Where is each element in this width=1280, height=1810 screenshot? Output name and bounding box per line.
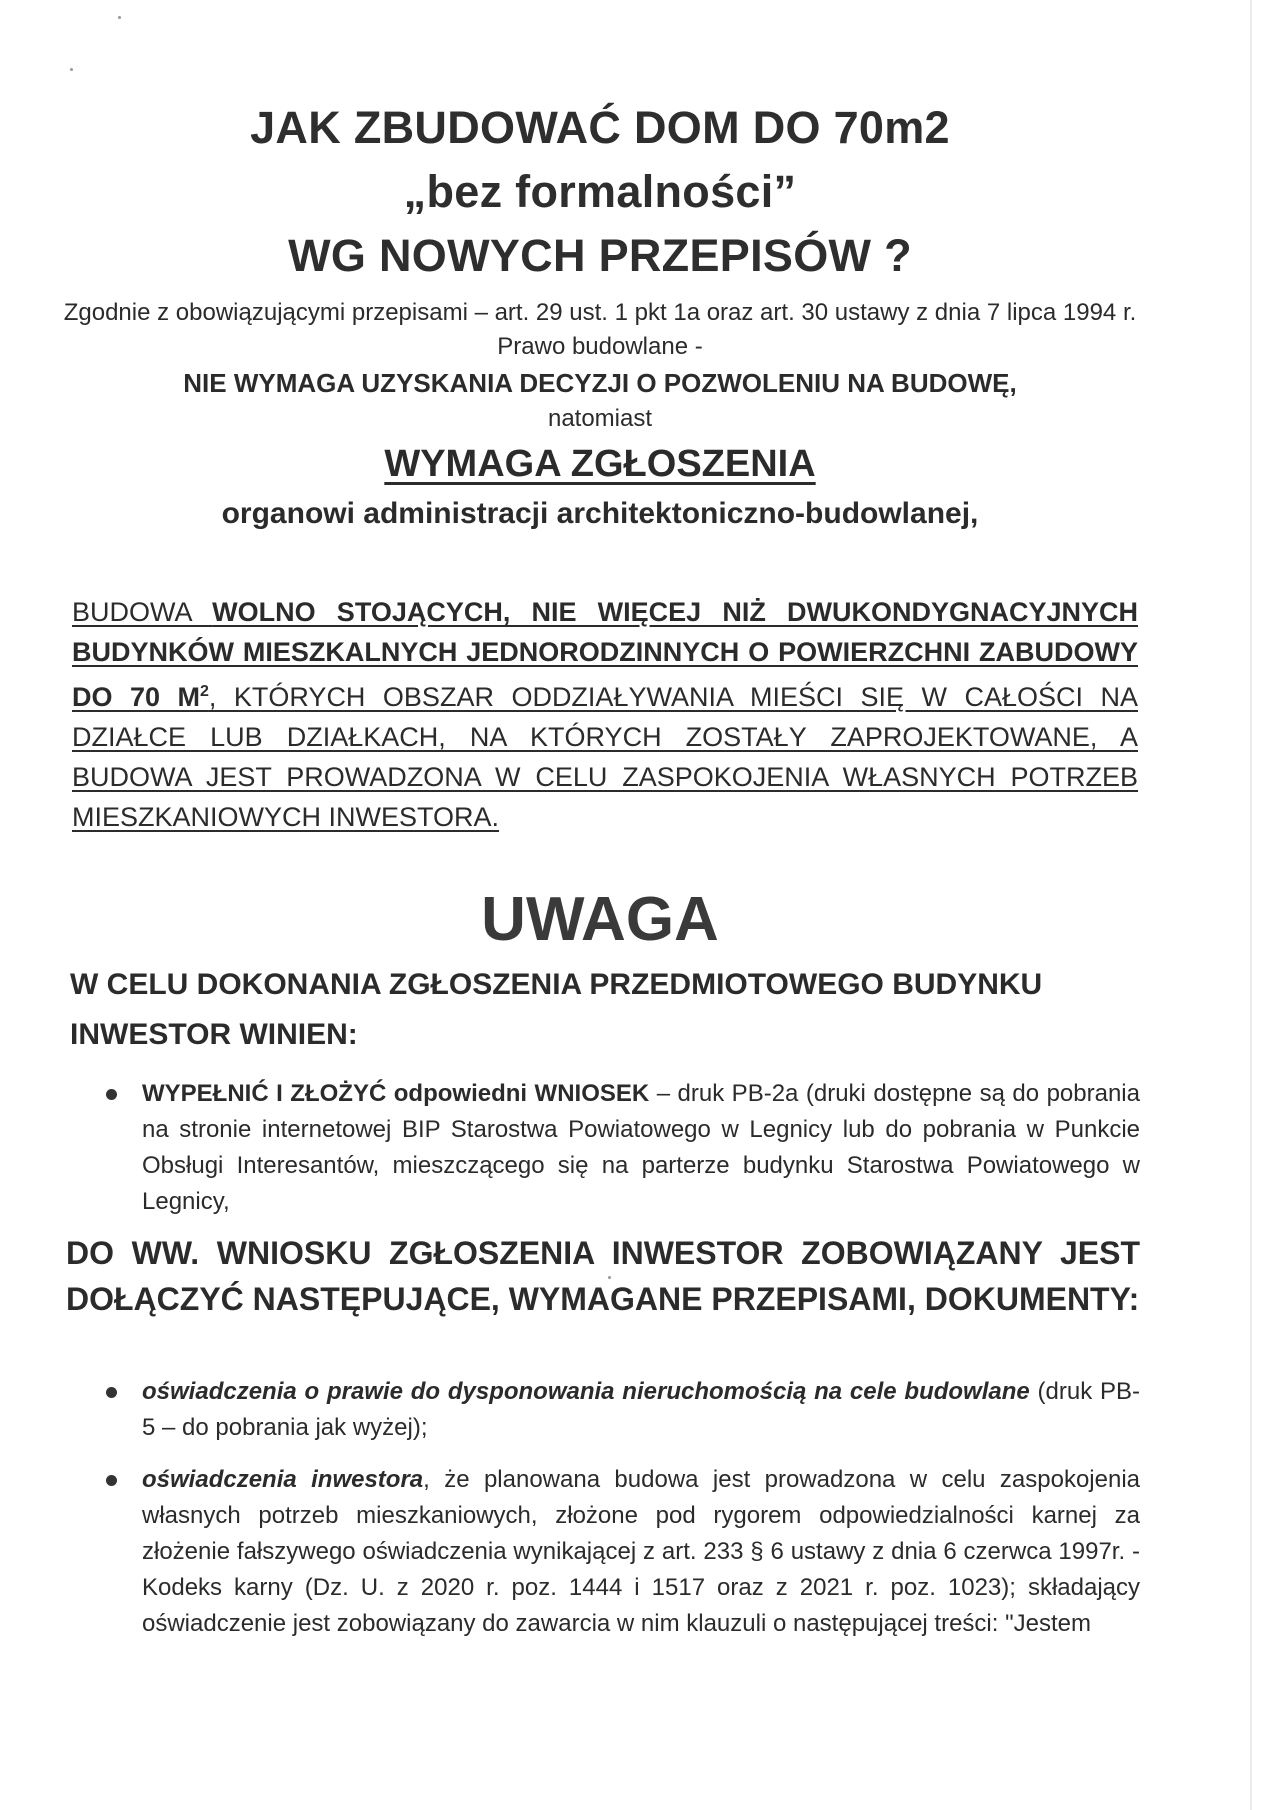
list-item <box>100 1076 1140 1220</box>
bullet-icon <box>106 1475 117 1486</box>
bullet-icon <box>106 1387 117 1398</box>
scope-bold: WOLNO STOJĄCYCH, NIE WIĘCEJ NIŻ DWUKONDYGNACYJNYCH BUDYNKÓW MIESZKALNYCH JEDNORODZINNYCH O POWIERZCHNI ZABUDOWY DO 70 M <box>72 597 1138 712</box>
scope-superscript: 2 <box>200 683 209 700</box>
application-list <box>100 1076 1140 1220</box>
document-text: (druk PB-5 – do pobrania jak wyżej); <box>142 1378 1140 1441</box>
title-block <box>0 96 1200 288</box>
legal-basis: Zgodnie z obowiązującymi przepisami – art. 29 ust. 1 pkt 1a oraz art. 30 ustawy z dnia 7 lipca 1994 r. Prawo budowlane - <box>63 299 1137 360</box>
no-permit-statement: NIE WYMAGA UZYSKANIA DECYZJI O POZWOLENIU NA BUDOWĘ, <box>183 368 1017 398</box>
scan-speck <box>70 68 73 71</box>
investor-must-heading: W CELU DOKONANIA ZGŁOSZENIA PRZEDMIOTOWEGO BUDYNKU INWESTOR WINIEN: <box>70 968 1043 1051</box>
required-documents-heading: DO WW. WNIOSKU ZGŁOSZENIA INWESTOR ZOBOWIĄZANY JEST DOŁĄCZYĆ NASTĘPUJĄCE, WYMAGANE PRZEPISAMI, DOKUMENTY: <box>66 1235 1140 1317</box>
scan-edge <box>1250 0 1252 1810</box>
requires-notification-heading: WYMAGA ZGŁOSZENIA <box>384 443 816 485</box>
application-bold: WYPEŁNIĆ I ZŁOŻYĆ odpowiedni WNIOSEK <box>142 1080 650 1107</box>
document-text: , że planowana budowa jest prowadzona w celu zaspokojenia własnych potrzeb mieszkaniowych, złożone pod rygorem odpowiedzialności karnej za złożenie fałszywego oświadczenia wynikającej z art. 233 § 6 ustawy z dnia 6 czerwca 1997r. - Kodeks karny (Dz. U. z 2020 r. poz. 1444 i 1517 oraz z 2021 r. poz. 1023); składający oświadczenie jest zobowiązany do zawarcia w nim klauzuli o następującej treści: "Jestem <box>142 1466 1141 1637</box>
lead-section <box>60 296 1140 536</box>
uwaga-heading: UWAGA <box>481 885 719 954</box>
documents-list <box>100 1374 1140 1642</box>
title-line-3: WG NOWYCH PRZEPISÓW ? <box>288 230 912 281</box>
list-item <box>100 1374 1140 1446</box>
authority-text: organowi administracji architektoniczno-budowlanej, <box>221 497 979 530</box>
title-line-1: JAK ZBUDOWAĆ DOM DO 70m2 <box>250 102 950 153</box>
list-item <box>100 1462 1140 1642</box>
title-line-2: „bez formalności” <box>403 166 797 217</box>
scope-prefix: BUDOWA <box>72 597 213 627</box>
bullet-icon <box>106 1089 117 1100</box>
scope-rest: , KTÓRYCH OBSZAR ODDZIAŁYWANIA MIEŚCI SIĘ W CAŁOŚCI NA DZIAŁCE LUB DZIAŁKACH, NA KTÓRYCH ZOSTAŁY ZAPROJEKTOWANE, A BUDOWA JEST PROWADZONA W CELU ZASPOKOJENIA WŁASNYCH POTRZEB MIESZKANIOWYCH INWESTORA. <box>72 682 1138 832</box>
natomiast-text: natomiast <box>547 405 653 432</box>
application-text: – druk PB-2a (druki dostępne są do pobrania na stronie internetowej BIP Starostwa Powiatowego w Legnicy lub do pobrania w Punkcie Obsługi Interesantów, mieszczącego się na parterze budynku Starostwa Powiatowego w Legnicy, <box>142 1080 1140 1215</box>
document-title: oświadczenia o prawie do dysponowania nieruchomością na cele budowlane <box>142 1378 1030 1405</box>
scan-speck <box>118 16 121 19</box>
building-scope-paragraph <box>72 592 1138 837</box>
document-title: oświadczenia inwestora <box>142 1466 424 1493</box>
